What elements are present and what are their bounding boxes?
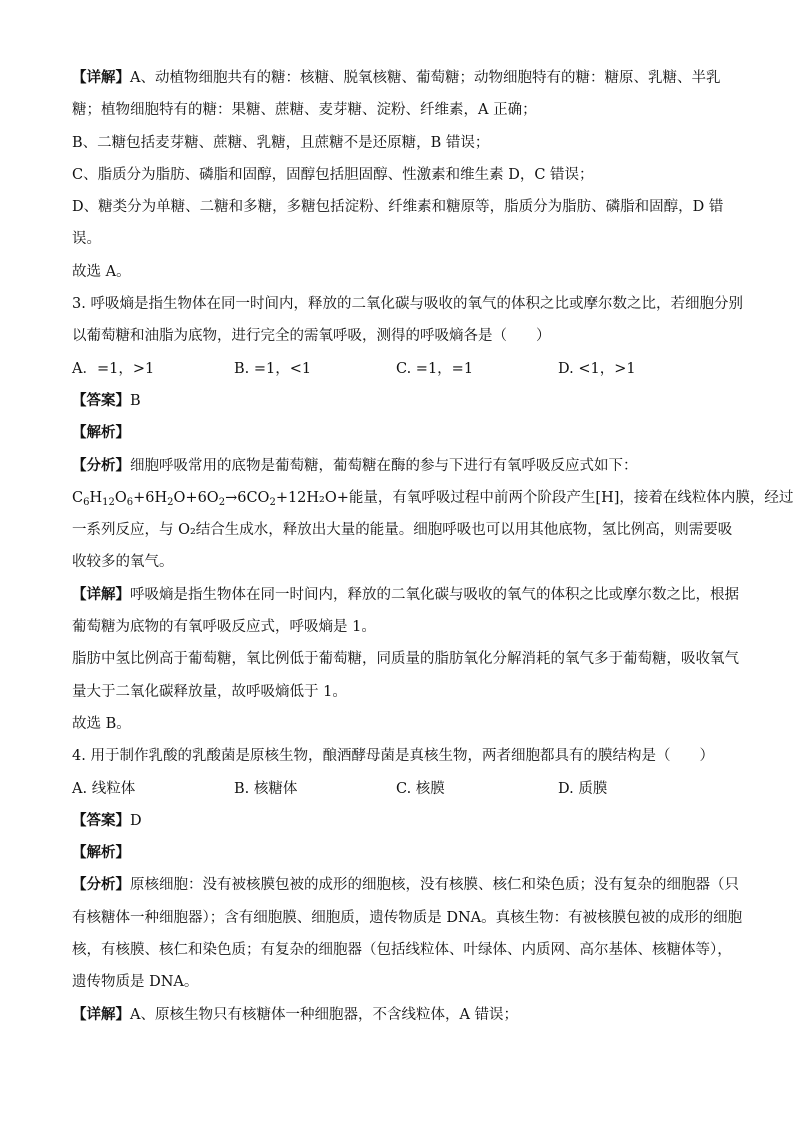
line-text: 糖；植物细胞特有的糖：果糖、蔗糖、麦芽糖、淀粉、纤维素，A 正确； [72,102,537,119]
line-text: 脂肪中氢比例高于葡萄糖，氧比例低于葡萄糖，同质量的脂肪氧化分解消耗的氧气多于葡萄糖，吸收氧气 [72,651,739,668]
line-text: D [130,812,142,829]
text-line [72,676,722,708]
section-tag: 【详解】 [72,585,130,603]
line-text: 核，有核膜、核仁和染色质；有复杂的细胞器（包括线粒体、叶绿体、内质网、高尔基体、核糖体等）， [72,942,732,959]
text-line [72,514,733,546]
section-tag: 【详解】 [72,69,130,86]
line-text: B [130,392,141,409]
text-line [72,999,722,1031]
formula-text: O [114,489,127,506]
text-line [72,805,722,837]
formula-text: +6H [133,489,168,506]
line-text: 收较多的氧气。 [72,554,174,571]
line-text: 遗传物质是 DNA。 [72,974,199,991]
text-line [72,385,722,417]
section-tag: 【答案】 [72,811,130,829]
subscript: 6 [83,496,90,508]
text-line [72,256,722,288]
respiration-formula-line [72,482,794,514]
answer-option: C. =1，=1 [396,360,474,377]
answer-options [72,773,722,805]
line-text: A、原核生物只有核糖体一种细胞器，不含线粒体，A 错误； [130,1006,519,1023]
subscript: 2 [167,496,174,508]
answer-options [72,353,722,385]
line-text: 以葡萄糖和油脂为底物，进行完全的需氧呼吸，测得的呼吸熵各是（ ） [72,328,551,345]
line-text: 细胞呼吸常用的底物是葡萄糖，葡萄糖在酶的参与下进行有氧呼吸反应式如下： [130,457,638,474]
section-tag: 【答案】 [72,391,130,409]
line-text: 3. 呼吸熵是指生物体在同一时间内，释放的二氧化碳与吸收的氧气的体积之比或摩尔数之比，若细胞分别 [72,296,743,313]
line-text: 有核糖体一种细胞器）；含有细胞膜、细胞质，遗传物质是 DNA。真核生物：有被核膜包被的成形的细胞 [72,909,743,926]
line-text: 呼吸熵是指生物体在同一时间内，释放的二氧化碳与吸收的氧气的体积之比或摩尔数之比，根据 [130,586,739,603]
line-text: A、动植物细胞共有的糖：核糖、脱氧核糖、葡萄糖；动物细胞特有的糖：糖原、乳糖、半乳 [130,70,721,86]
subscript: 2 [218,496,226,508]
formula-text: C [72,489,84,506]
answer-option: A．=1，>1 [72,360,155,377]
formula-text: O+6O [173,489,219,506]
line-text: 原核细胞：没有被核膜包被的成形的细胞核，没有核膜、核仁和染色质；没有复杂的细胞器（只 [130,877,739,894]
text-line [72,159,722,191]
line-text: 4. 用于制作乳酸的乳酸菌是原核生物，酿酒酵母菌是真核生物，两者细胞都具有的膜结构是（ ） [72,748,714,765]
line-text: 量大于二氧化碳释放量，故呼吸熵低于 1。 [72,683,347,700]
text-line [72,611,722,643]
subscript: 2 [269,496,276,508]
text-line [72,191,722,223]
document-body [72,62,794,1031]
text-line [72,450,722,482]
text-line [72,934,732,966]
text-line [72,740,722,772]
text-line [72,546,722,578]
text-line [72,902,743,934]
answer-option: C. 核膜 [396,780,445,797]
text-line [72,708,722,740]
section-tag: 【分析】 [72,456,130,474]
subscript: 12 [102,496,115,508]
section-tag: 【解析】 [72,424,130,442]
line-text: 故选 A。 [72,263,131,280]
line-text: 葡萄糖为底物的有氧呼吸反应式，呼吸熵是 1。 [72,619,376,636]
line-text: C、脂质分为脂肪、磷脂和固醇，固醇包括胆固醇、性激素和维生素 D，C 错误； [72,166,594,183]
answer-option: D. <1，>1 [558,360,636,377]
text-line [72,643,739,675]
line-text: B、二糖包括麦芽糖、蔗糖、乳糖，且蔗糖不是还原糖，B 错误； [72,134,490,151]
answer-option: B. 核糖体 [234,780,298,797]
text-line [72,94,722,126]
text-line [72,579,739,611]
line-text: 故选 B。 [72,715,131,732]
text-line [72,288,743,320]
formula-text: +12H₂O+能量，有氧呼吸过程中前两个阶段产生[H]，接着在线粒体内膜，经过 [275,489,794,506]
text-line [72,869,739,901]
subscript: 6 [126,496,134,508]
line-text: 误。 [72,231,101,248]
formula-text: H [89,489,103,506]
text-line [72,320,722,352]
section-tag: 【详解】 [72,1005,130,1023]
answer-option: B. =1，<1 [234,360,312,377]
line-text: D、糖类分为单糖、二糖和多糖，多糖包括淀粉、纤维素和糖原等，脂质分为脂肪、磷脂和固醇，D 错 [72,199,724,216]
section-tag: 【分析】 [72,876,130,894]
text-line [72,127,722,159]
text-line [72,837,722,869]
answer-option: D. 质膜 [558,780,608,797]
text-line [72,62,722,94]
answer-option: A. 线粒体 [72,780,136,797]
section-tag: 【解析】 [72,844,130,862]
text-line [72,966,722,998]
text-line [72,223,722,255]
line-text: 一系列反应，与 O₂结合生成水，释放出大量的能量。细胞呼吸也可以用其他底物，氢比例高，则需要吸 [72,522,733,539]
formula-text: →6CO [225,489,270,506]
text-line [72,417,722,449]
